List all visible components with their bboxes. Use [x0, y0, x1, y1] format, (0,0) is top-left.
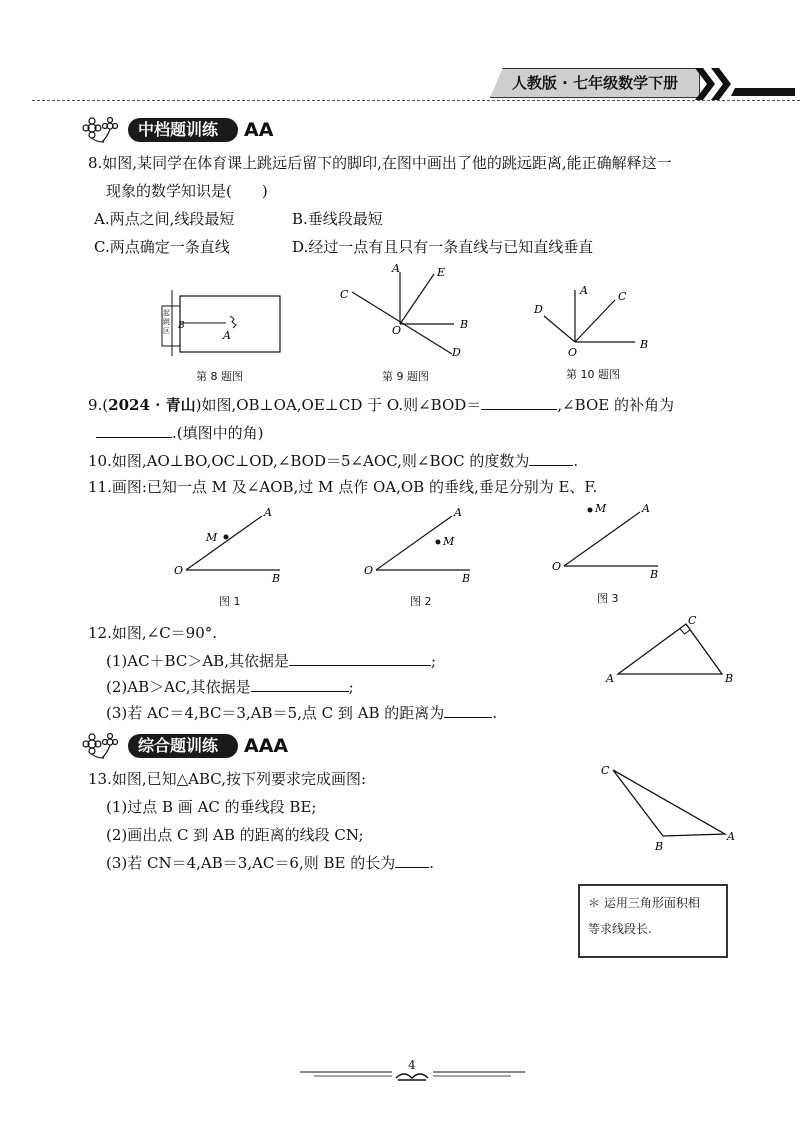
page-number: 4 — [408, 1058, 416, 1072]
q10-end: . — [573, 452, 579, 470]
q13-stem: 13.如图,已知△ABC,按下列要求完成画图: — [88, 770, 367, 788]
q12-blank-1 — [289, 651, 431, 666]
caption-q11-fig1: 图 1 — [219, 595, 241, 608]
q8-stem-line1: 8.如图,某同学在体育课上跳远后留下的脚印,在图中画出了他的跳远距离,能正确解释这一 — [88, 154, 672, 172]
q13-part2: (2)画出点 C 到 AB 的距离的线段 CN; — [106, 826, 364, 844]
tip-box — [578, 884, 728, 958]
svg-text:B: B — [462, 572, 471, 585]
q10-stem: 10.如图,AO⊥BO,OC⊥OD,∠BOD＝5∠AOC,则∠BOC 的度数为 — [88, 452, 530, 470]
q12-part3 — [106, 702, 497, 724]
svg-text:A: A — [392, 262, 400, 275]
svg-text:D: D — [534, 303, 543, 316]
figure-q12-triangle — [600, 612, 750, 688]
figure-q11-2 — [360, 500, 480, 586]
section-comp-level: AAA — [244, 735, 289, 757]
q12-part3-end: . — [492, 704, 498, 722]
svg-text:B: B — [725, 672, 734, 685]
svg-text:B: B — [178, 321, 185, 331]
svg-text:C: C — [618, 290, 627, 303]
figure-8-zone-label: 起跳区 — [163, 309, 170, 335]
q9-source: 2024 · 青山 — [108, 396, 196, 414]
q11-stem: 11.画图:已知一点 M 及∠AOB,过 M 点作 OA,OB 的垂线,垂足分别为 E、F. — [88, 478, 598, 496]
flower-icon — [82, 116, 126, 144]
svg-text:O: O — [364, 564, 374, 577]
q8-option-d: D.经过一点有且只有一条直线与已知直线垂直 — [292, 238, 594, 256]
svg-text:C: C — [601, 764, 610, 777]
svg-text:B: B — [272, 572, 281, 585]
caption-fig8: 第 8 题图 — [196, 370, 243, 383]
q9-stem: )如图,OB⊥OA,OE⊥CD 于 O.则∠BOD＝ — [195, 396, 482, 414]
q8-option-c: C.两点确定一条直线 — [94, 238, 230, 256]
q12-part2 — [106, 676, 354, 698]
svg-text:M: M — [206, 531, 218, 544]
q9-blank-1 — [481, 395, 557, 410]
q12-part1-end: ; — [430, 652, 437, 670]
header-dashed-line — [32, 100, 800, 101]
q12-part1 — [106, 650, 436, 672]
q12-part3-text: (3)若 AC＝4,BC＝3,AB＝5,点 C 到 AB 的距离为 — [106, 704, 445, 722]
section-comp-label: 综合题训练 — [128, 734, 238, 758]
q12-part2-text: (2)AB＞AC,其依据是 — [106, 678, 251, 696]
tip-line1: ＊ 运用三角形面积相 — [588, 896, 700, 910]
header-title: 人教版 · 七年级数学下册 — [511, 74, 679, 92]
svg-text:M: M — [595, 502, 607, 515]
figure-9 — [330, 262, 480, 366]
svg-text:O: O — [568, 346, 578, 359]
q8-option-a: A.两点之间,线段最短 — [94, 210, 235, 228]
q12-part1-text: (1)AC＋BC＞AB,其依据是 — [106, 652, 289, 670]
svg-text:M: M — [443, 535, 455, 548]
q10-line — [88, 450, 578, 472]
q9-prefix: 9.( — [88, 396, 109, 414]
q12-stem: 12.如图,∠C＝90°. — [88, 624, 218, 642]
caption-q11-fig3: 图 3 — [597, 592, 619, 605]
svg-text:A: A — [727, 830, 735, 843]
svg-text:B: B — [655, 840, 664, 852]
q13-part3 — [106, 852, 434, 874]
q8-stem-line2: 现象的数学知识是( ) — [106, 182, 268, 200]
q9-blank-2 — [96, 423, 172, 438]
svg-text:A: A — [223, 329, 231, 342]
q13-part1: (1)过点 B 画 AC 的垂线段 BE; — [106, 798, 317, 816]
q10-blank — [529, 451, 573, 466]
q9-stem-3: .(填图中的角) — [172, 424, 264, 442]
svg-text:A: A — [454, 506, 462, 519]
svg-text:O: O — [174, 564, 184, 577]
q12-part2-end: ; — [348, 678, 354, 696]
figure-q11-1 — [170, 500, 290, 586]
q9-stem-2: ,∠BOE 的补角为 — [557, 396, 674, 414]
q9-line1 — [88, 394, 674, 416]
header-chevrons — [695, 68, 800, 100]
q12-blank-3 — [444, 703, 492, 718]
q9-line2 — [96, 422, 263, 444]
section-mid-level: AA — [244, 119, 274, 141]
svg-text:C: C — [688, 614, 697, 627]
figure-q11-3 — [550, 496, 670, 582]
svg-text:A: A — [642, 502, 650, 515]
figure-10 — [530, 280, 660, 360]
figure-8 — [150, 286, 290, 358]
q12-blank-2 — [251, 677, 349, 692]
caption-q11-fig2: 图 2 — [410, 595, 432, 608]
q8-option-b: B.垂线段最短 — [292, 210, 383, 228]
svg-text:O: O — [552, 560, 562, 573]
svg-text:D: D — [452, 346, 461, 359]
svg-text:B: B — [640, 338, 649, 351]
q13-part3-end: . — [429, 854, 435, 872]
svg-text:B: B — [650, 568, 659, 581]
flower-icon-2 — [82, 732, 126, 760]
tip-line2: 等求线段长. — [588, 922, 652, 936]
caption-fig10: 第 10 题图 — [566, 368, 620, 381]
section-mid-label: 中档题训练 — [128, 118, 238, 142]
svg-text:B: B — [460, 318, 469, 331]
svg-text:A: A — [264, 506, 272, 519]
svg-text:A: A — [606, 672, 614, 685]
svg-text:O: O — [392, 324, 402, 337]
figure-q13-triangle — [595, 760, 745, 852]
caption-fig9: 第 9 题图 — [382, 370, 429, 383]
svg-text:A: A — [580, 284, 588, 297]
q13-part3-text: (3)若 CN＝4,AB＝3,AC＝6,则 BE 的长为 — [106, 854, 396, 872]
svg-text:E: E — [437, 266, 446, 279]
q13-blank — [395, 853, 429, 868]
svg-text:C: C — [340, 288, 349, 301]
